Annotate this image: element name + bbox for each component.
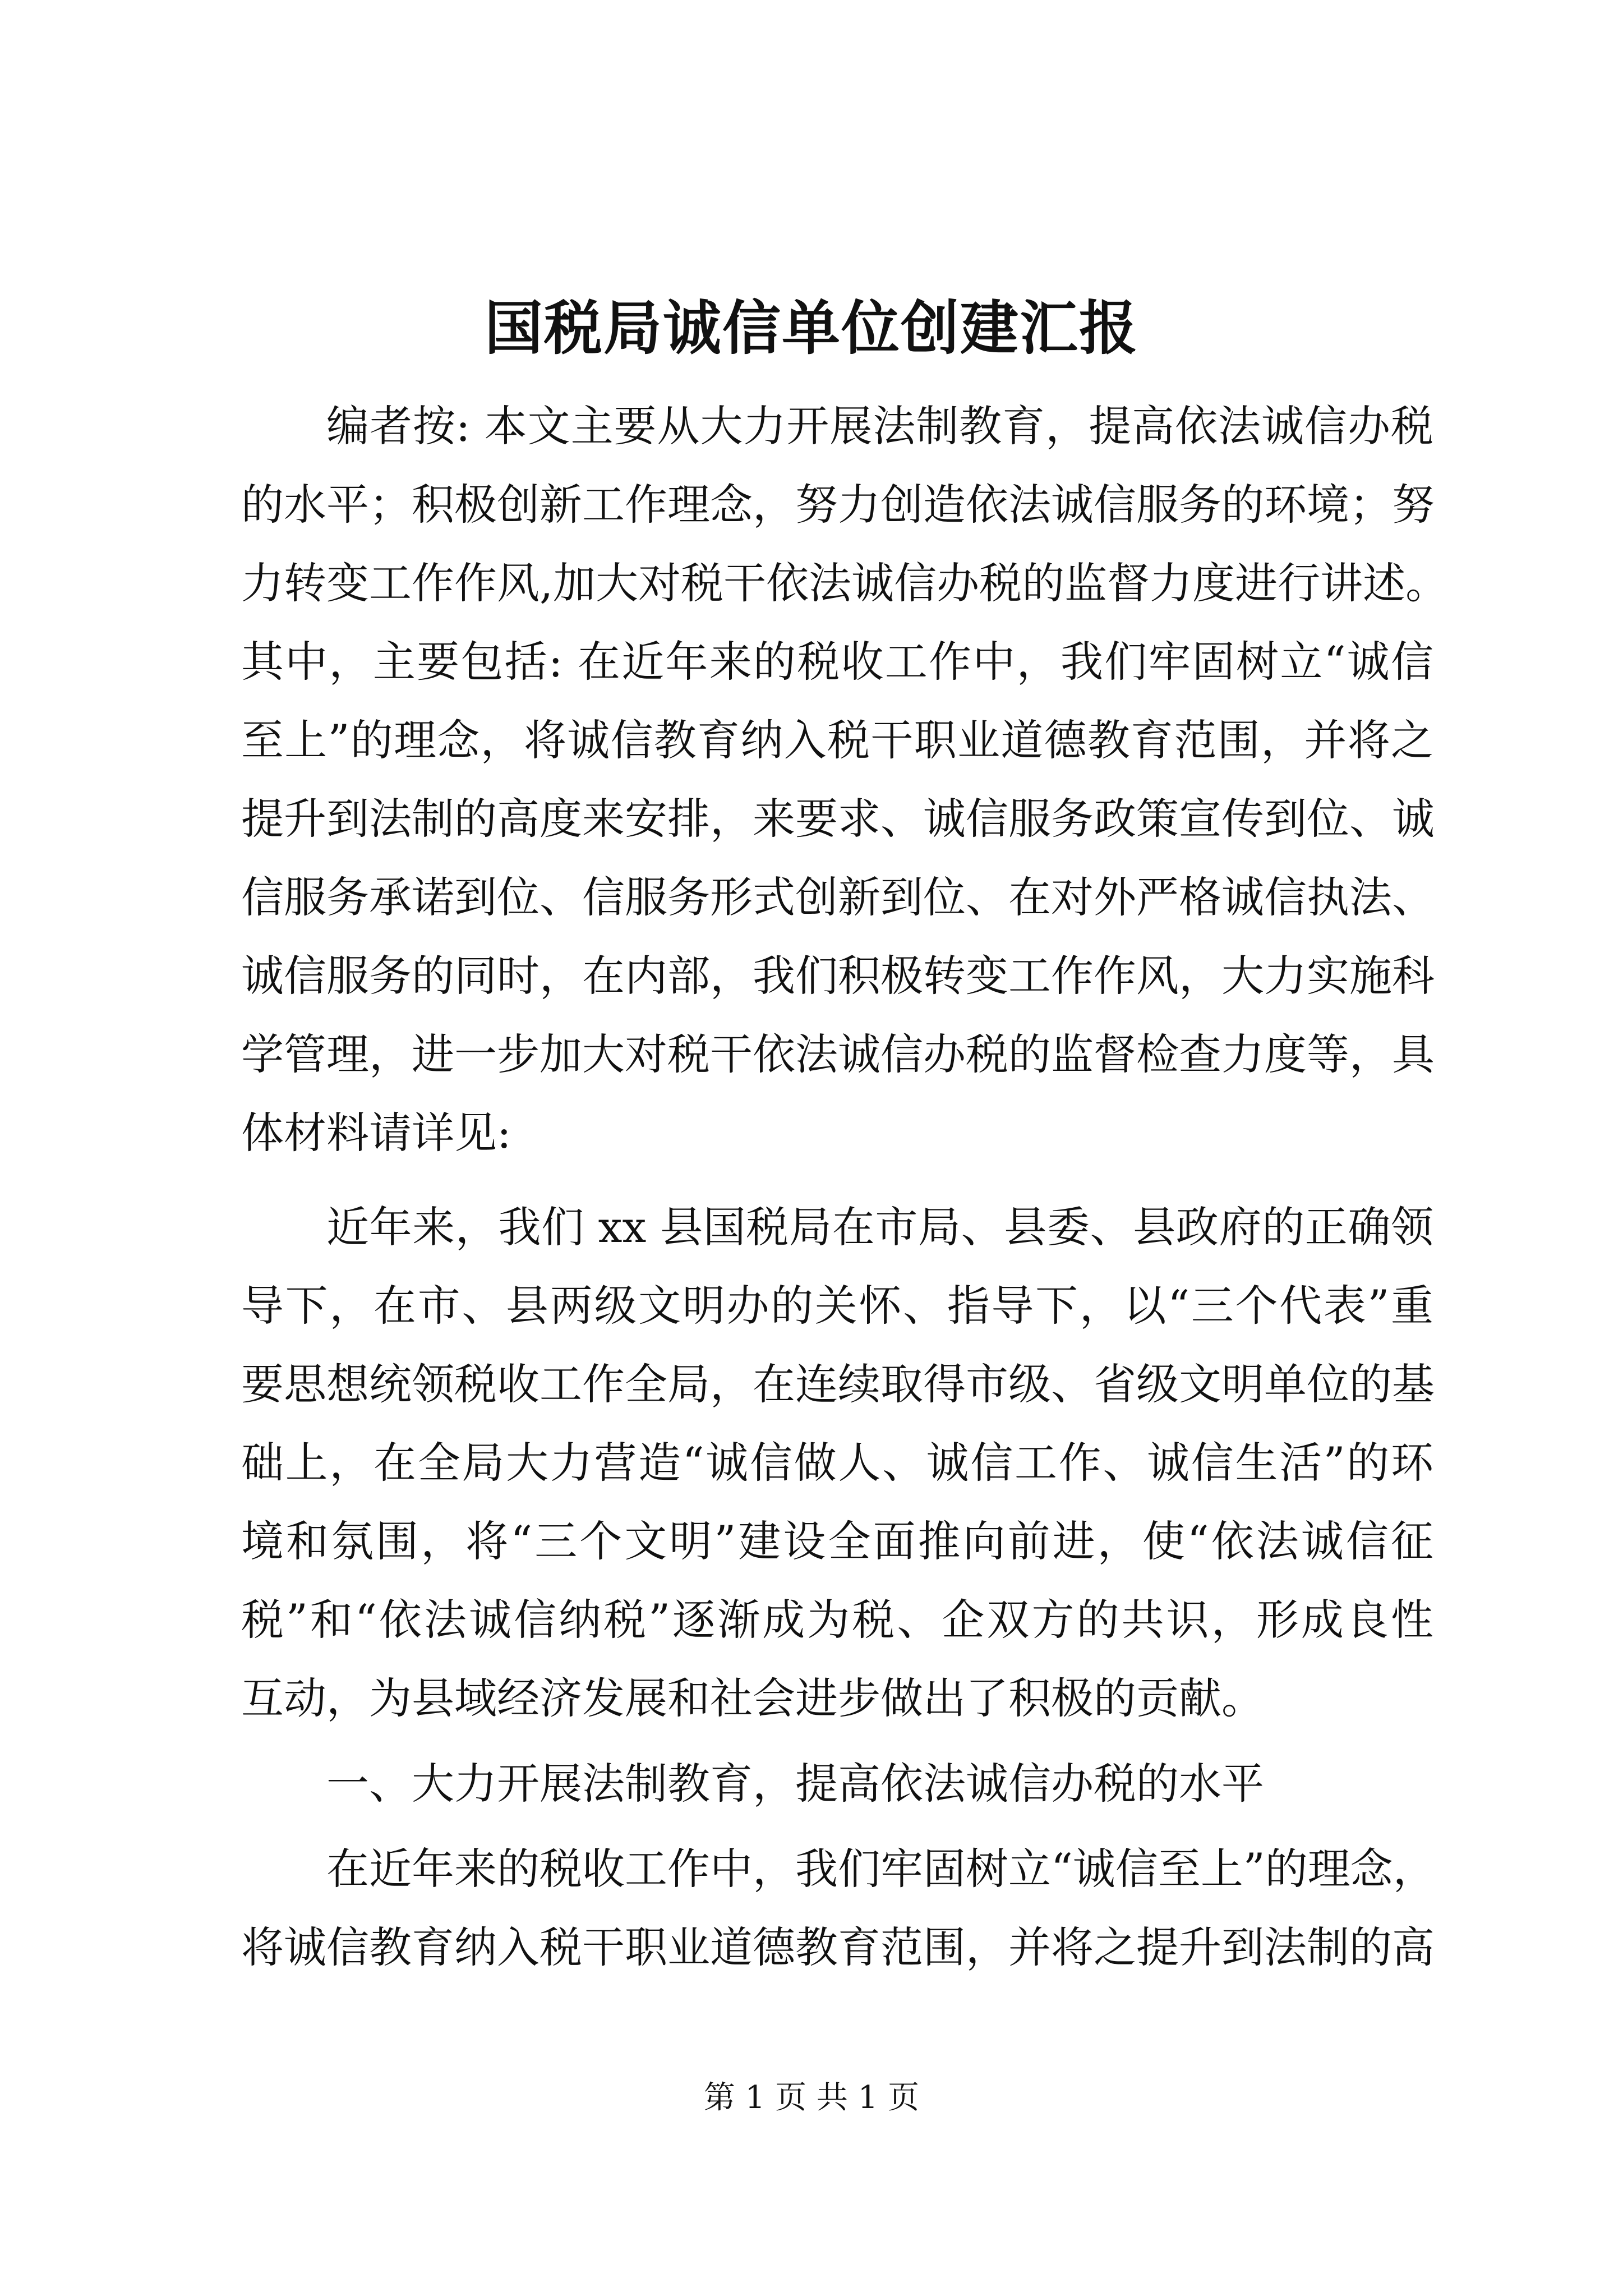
text-line: 互动，为县域经济发展和社会进步做出了积极的贡献。 — [241, 1673, 1264, 1723]
text-line: 税”和“依法诚信纳税”逐渐成为税、企双方的共识，形成良性 — [241, 1595, 1433, 1645]
text-line: 要思想统领税收工作全局，在连续取得市级、省级文明单位的基 — [241, 1359, 1435, 1409]
document-title: 国税局诚信单位创建汇报 — [484, 293, 1138, 362]
text-line: 至上”的理念，将诚信教育纳入税干职业道德教育范围，并将之 — [241, 715, 1433, 765]
text-line: 体材料请详见: — [241, 1108, 511, 1158]
text-line: 境和氛围，将“三个文明”建设全面推向前进，使“依法诚信征 — [241, 1516, 1433, 1566]
text-line: 将诚信教育纳入税干职业道德教育范围，并将之提升到法制的高 — [241, 1922, 1435, 1972]
text-line: 学管理，进一步加大对税干依法诚信办税的监督检查力度等，具 — [241, 1029, 1435, 1079]
text-line: 础上，在全局大力营造“诚信做人、诚信工作、诚信生活”的环 — [241, 1438, 1433, 1488]
text-line: 编者按: 本文主要从大力开展法制教育，提高依法诚信办税 — [326, 401, 1433, 451]
text-line: 信服务承诺到位、信服务形式创新到位、在对外严格诚信执法、 — [241, 872, 1435, 922]
text-line: 近年来，我们 xx 县国税局在市局、县委、县政府的正确领 — [326, 1202, 1433, 1252]
text-line: 力转变工作作风,加大对税干依法诚信办税的监督力度进行讲述。 — [241, 558, 1449, 608]
text-line: 导下，在市、县两级文明办的关怀、指导下，以“三个代表”重 — [241, 1281, 1433, 1331]
page-footer: 第 1 页 共 1 页 — [703, 2079, 920, 2116]
text-line: 在近年来的税收工作中，我们牢固树立“诚信至上”的理念， — [326, 1844, 1436, 1894]
text-line: 诚信服务的同时，在内部，我们积极转变工作作风，大力实施科 — [241, 951, 1435, 1001]
section-heading: 一、大力开展法制教育，提高依法诚信办税的水平 — [326, 1759, 1264, 1809]
text-line: 提升到法制的高度来安排，来要求、诚信服务政策宣传到位、诚 — [241, 794, 1435, 844]
text-line: 的水平；积极创新工作理念，努力创造依法诚信服务的环境；努 — [241, 480, 1435, 530]
text-line: 其中，主要包括: 在近年来的税收工作中，我们牢固树立“诚信 — [241, 637, 1433, 687]
